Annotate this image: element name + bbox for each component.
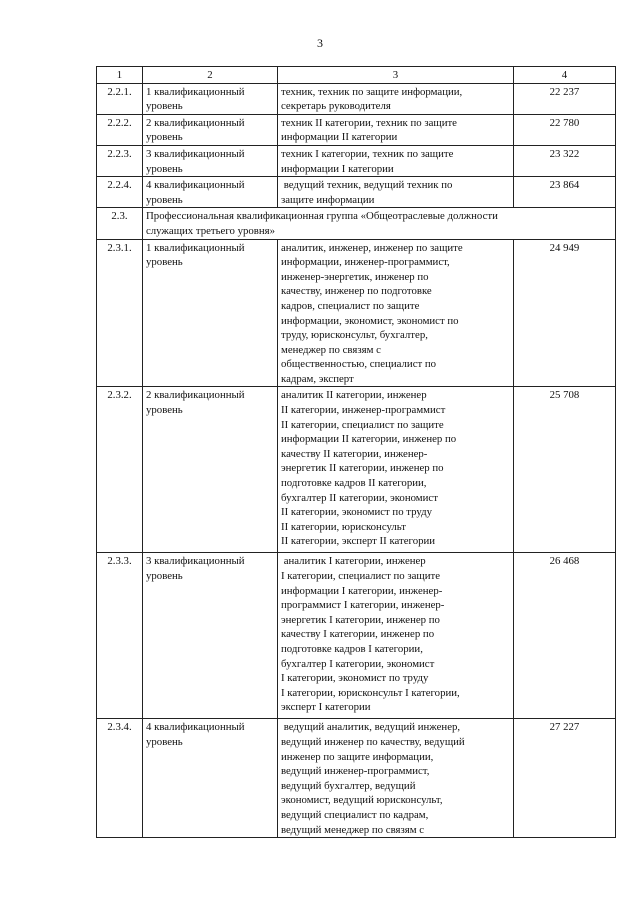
row-level: 4 квалификационный уровень: [143, 719, 278, 838]
group-header-row: [97, 208, 616, 239]
table-row: [97, 553, 616, 719]
row-code: 2.3.3.: [97, 553, 143, 719]
header-col-1: 1: [97, 67, 143, 84]
table-row: [97, 239, 616, 387]
table-row: [97, 83, 616, 114]
row-level: 3 квалификационный уровень: [143, 145, 278, 176]
row-positions: аналитик, инженер, инженер по защите информации, инженер-программист, инженер-энергетик, инженер по качеству, инженер по подготовке кадров, специалист по защите информации, экономист, экономист по труду, юрисконсульт, бухгалтер, менеджер по связям с общественностью, специалист по кадрам, эксперт: [278, 239, 514, 387]
row-positions: техник II категории, техник по защите информации II категории: [278, 114, 514, 145]
row-code: 2.3.2.: [97, 387, 143, 553]
row-salary: 22 237: [514, 83, 616, 114]
salary-table: [96, 66, 616, 838]
row-level: 4 квалификационный уровень: [143, 177, 278, 208]
row-salary: 23 864: [514, 177, 616, 208]
row-code: 2.2.3.: [97, 145, 143, 176]
row-positions: техник, техник по защите информации, секретарь руководителя: [278, 83, 514, 114]
table-row: [97, 177, 616, 208]
row-code: 2.2.2.: [97, 114, 143, 145]
header-col-4: 4: [514, 67, 616, 84]
row-code: 2.3.4.: [97, 719, 143, 838]
row-salary: 24 949: [514, 239, 616, 387]
row-positions: ведущий техник, ведущий техник по защите информации: [278, 177, 514, 208]
row-code: 2.3.1.: [97, 239, 143, 387]
row-positions: аналитик I категории, инженер I категории, специалист по защите информации I категории, инженер- программист I категории, инженер- энергетик I категории, инженер по качеству I категории, инженер по подготовке кадров I категории, бухгалтер I категории, экономист I категории, экономист по труду I категории, юрисконсульт I категории, эксперт I категории: [278, 553, 514, 719]
page-number: 3: [317, 36, 323, 50]
row-salary: 22 780: [514, 114, 616, 145]
table-row: [97, 114, 616, 145]
header-col-2: 2: [143, 67, 278, 84]
row-code: 2.2.1.: [97, 83, 143, 114]
table-row: [97, 387, 616, 553]
row-level: 2 квалификационный уровень: [143, 114, 278, 145]
row-salary: 27 227: [514, 719, 616, 838]
table-row: [97, 145, 616, 176]
table-header-row: [97, 67, 616, 84]
row-level: 2 квалификационный уровень: [143, 387, 278, 553]
row-level: 1 квалификационный уровень: [143, 83, 278, 114]
table-row: [97, 719, 616, 838]
row-level: 3 квалификационный уровень: [143, 553, 278, 719]
row-salary: 26 468: [514, 553, 616, 719]
header-col-3: 3: [278, 67, 514, 84]
row-positions: ведущий аналитик, ведущий инженер, ведущий инженер по качеству, ведущий инженер по защите информации, ведущий инженер-программист, ведущий бухгалтер, ведущий экономист, ведущий юрисконсульт, ведущий специалист по кадрам, ведущий менеджер по связям с: [278, 719, 514, 838]
row-code: 2.2.4.: [97, 177, 143, 208]
row-salary: 25 708: [514, 387, 616, 553]
row-level: 1 квалификационный уровень: [143, 239, 278, 387]
row-salary: 23 322: [514, 145, 616, 176]
group-code: 2.3.: [97, 208, 143, 239]
row-positions: техник I категории, техник по защите информации I категории: [278, 145, 514, 176]
group-title: Профессиональная квалификационная группа «Общеотраслевые должности служащих третьего уровня»: [143, 208, 616, 239]
row-positions: аналитик II категории, инженер II категории, инженер-программист II категории, специалист по защите информации II категории, инженер по качеству II категории, инженер- энергетик II категории, инженер по подготовке кадров II категории, бухгалтер II категории, экономист II категории, экономист по труду II категории, юрисконсульт II категории, эксперт II категории: [278, 387, 514, 553]
